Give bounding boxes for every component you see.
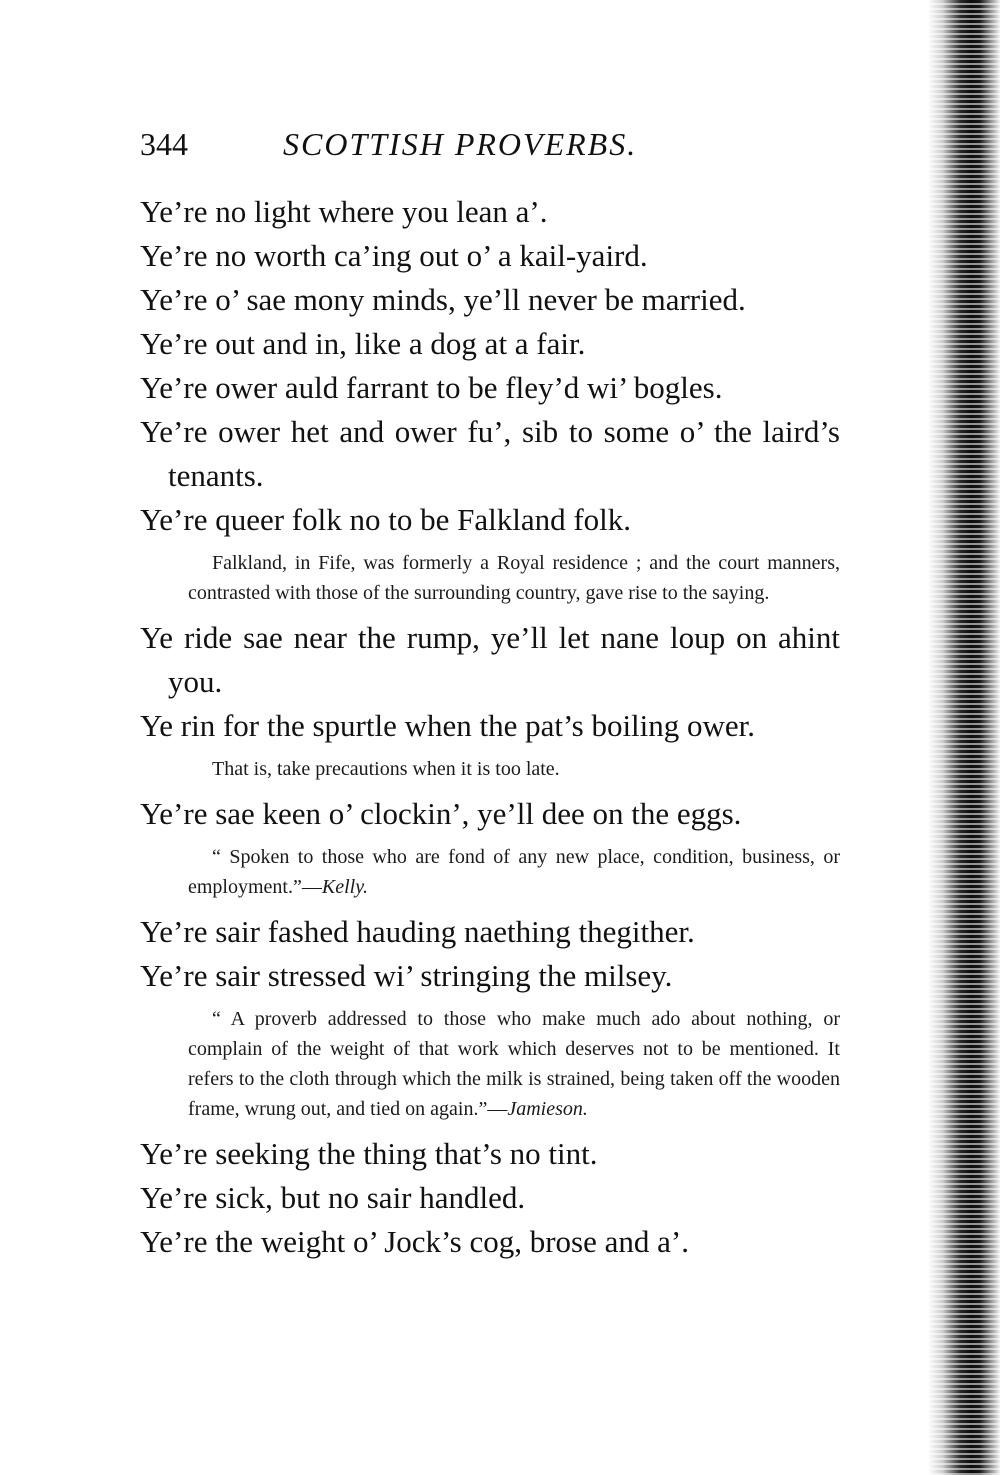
proverb-entry: Ye’re o’ sae mony minds, ye’ll never be married. bbox=[140, 282, 746, 317]
note-text: “ A proverb addressed to those who make much ado about nothing, or complain of the weight of that work which deserves not to be mentioned. It refers to the cloth through which the milk is strained, being taken off the wooden frame, wrung out, and tied on again.”— bbox=[188, 1008, 840, 1120]
running-title: SCOTTISH PROVERBS. bbox=[283, 126, 638, 162]
proverb-entry: Ye’re sair fashed hauding naething thegither. bbox=[140, 914, 695, 949]
proverb-note bbox=[188, 1004, 840, 1124]
proverb-entry: Ye’re sae keen o’ clockin’, ye’ll dee on the eggs. bbox=[140, 796, 742, 831]
note-text: “ Spoken to those who are fond of any new place, condition, business, or employment.”— bbox=[188, 846, 840, 898]
proverb-note bbox=[188, 548, 840, 608]
proverb-note bbox=[188, 842, 840, 902]
proverb-entry: Ye’re no worth ca’ing out o’ a kail-yaird. bbox=[140, 238, 648, 273]
note-text: That is, take precautions when it is too late. bbox=[212, 758, 560, 780]
proverb-entry: Ye rin for the spurtle when the pat’s boiling ower. bbox=[140, 708, 756, 743]
proverb-entry: Ye ride sae near the rump, ye’ll let nane loup on ahint you. bbox=[140, 620, 840, 699]
note-attribution: Jamieson. bbox=[507, 1098, 588, 1120]
proverb-entry: Ye’re sair stressed wi’ stringing the milsey. bbox=[140, 958, 673, 993]
proverb-entry: Ye’re the weight o’ Jock’s cog, brose and a’. bbox=[140, 1224, 689, 1259]
proverb-entry: Ye’re out and in, like a dog at a fair. bbox=[140, 326, 586, 361]
proverb-entry: Ye’re queer folk no to be Falkland folk. bbox=[140, 502, 632, 537]
proverb-entry: Ye’re ower het and ower fu’, sib to some o’ the laird’s tenants. bbox=[140, 414, 840, 493]
page-header bbox=[140, 126, 860, 176]
proverb-entry: Ye’re seeking the thing that’s no tint. bbox=[140, 1136, 598, 1171]
proverb-list bbox=[140, 190, 840, 1264]
note-text: Falkland, in Fife, was formerly a Royal residence ; and the court manners, contrasted with those of the surrounding country, gave rise to the saying. bbox=[188, 552, 840, 604]
page-gutter-shadow bbox=[928, 0, 1000, 1475]
proverb-entry: Ye’re sick, but no sair handled. bbox=[140, 1180, 526, 1215]
proverb-note bbox=[188, 754, 840, 784]
page-number: 344 bbox=[140, 126, 188, 162]
note-attribution: Kelly. bbox=[321, 876, 368, 898]
proverb-entry: Ye’re ower auld farrant to be fley’d wi’ bogles. bbox=[140, 370, 723, 405]
proverb-entry: Ye’re no light where you lean a’. bbox=[140, 194, 548, 229]
